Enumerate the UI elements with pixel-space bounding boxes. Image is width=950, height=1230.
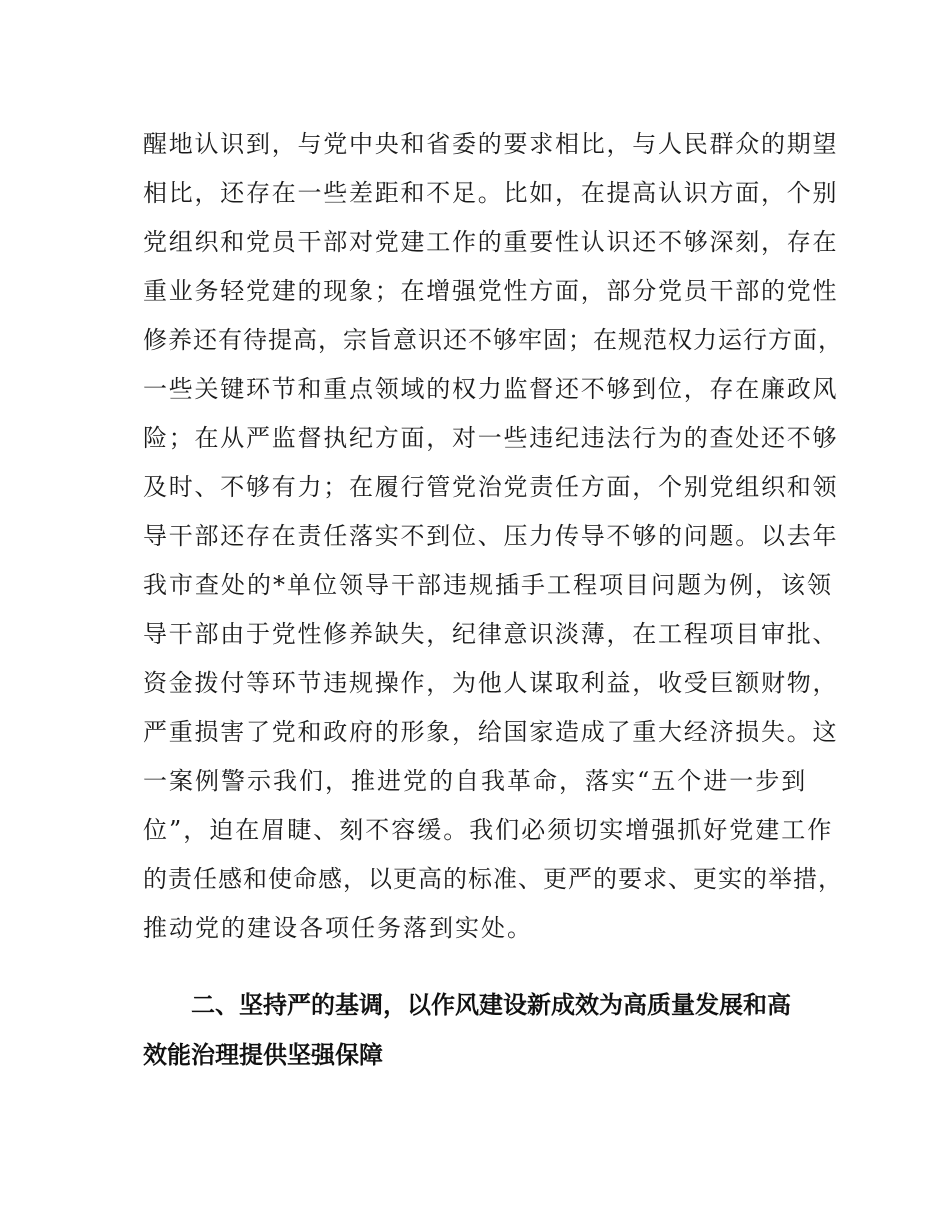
body-line: 的责任感和使命感，以更高的标准、更严的要求、更实的举措，: [143, 865, 843, 893]
body-line: 重业务轻党建的现象；在增强党性方面，部分党员干部的党性: [143, 277, 839, 305]
section-heading: [143, 980, 843, 1080]
body-line: 资金拨付等环节违规操作，为他人谋取利益，收受巨额财物，: [143, 669, 839, 697]
body-paragraph: [143, 120, 843, 953]
heading-line: 效能治理提供坚强保障: [143, 1041, 383, 1069]
body-line: 导干部还存在责任落实不到位、压力传导不够的问题。以去年: [143, 522, 839, 550]
body-line: 一案例警示我们，推进党的自我革命，落实“五个进一步到: [143, 767, 808, 795]
body-line: 严重损害了党和政府的形象，给国家造成了重大经济损失。这: [143, 718, 839, 746]
body-line: 党组织和党员干部对党建工作的重要性认识还不够深刻，存在: [143, 228, 839, 256]
body-line: 险；在从严监督执纪方面，对一些违纪违法行为的查处还不够: [143, 424, 839, 452]
body-line: 推动党的建设各项任务落到实处。: [143, 914, 533, 942]
heading-line: 二、坚持严的基调，以作风建设新成效为高质量发展和高: [191, 991, 791, 1019]
body-line: 我市查处的*单位领导干部违规插手工程项目问题为例，该领: [143, 571, 833, 599]
body-line: 修养还有待提高，宗旨意识还不够牢固；在规范权力运行方面，: [143, 326, 843, 354]
body-line: 一些关键环节和重点领域的权力监督还不够到位，存在廉政风: [143, 375, 839, 403]
body-line: 导干部由于党性修养缺失，纪律意识淡薄，在工程项目审批、: [143, 620, 839, 648]
body-line: 及时、不够有力；在履行管党治党责任方面，个别党组织和领: [143, 473, 839, 501]
body-line: 相比，还存在一些差距和不足。比如，在提高认识方面，个别: [143, 179, 839, 207]
body-line: 位”，迫在眉睫、刻不容缓。我们必须切实增强抓好党建工作: [143, 816, 834, 844]
body-line: 醒地认识到，与党中央和省委的要求相比，与人民群众的期望: [143, 130, 839, 158]
